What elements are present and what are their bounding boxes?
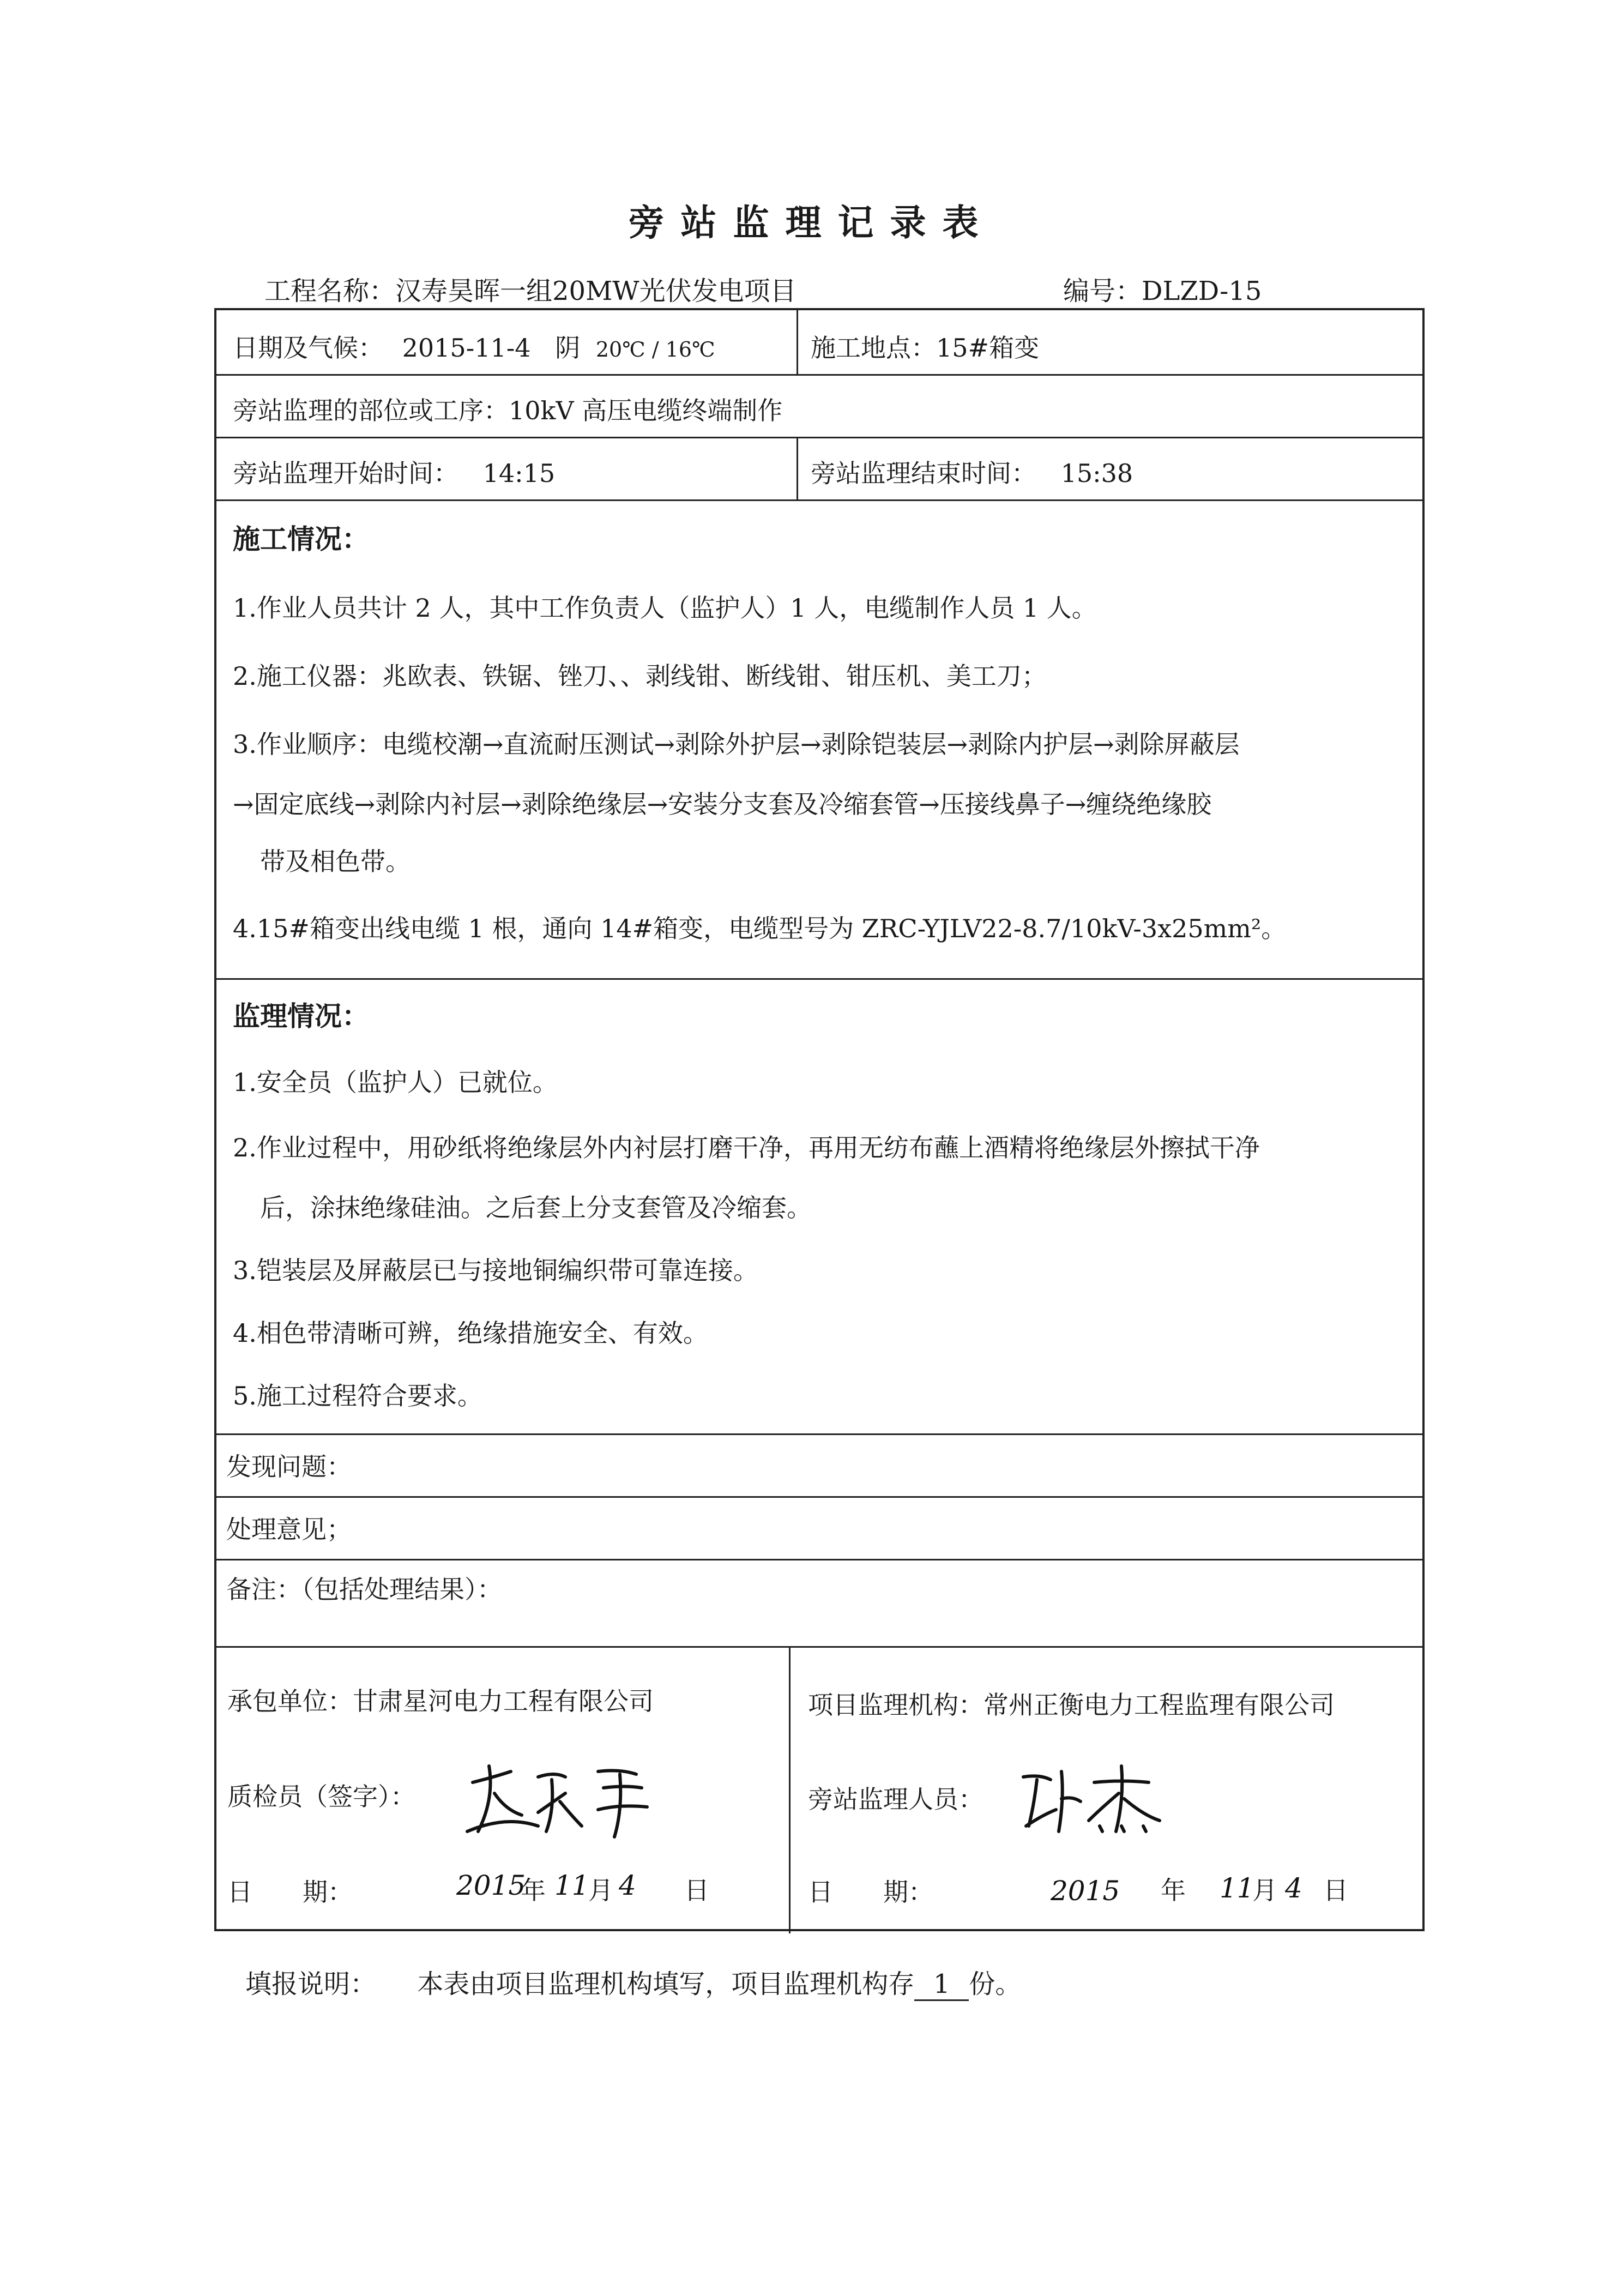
site-label: 施工地点： <box>811 333 936 363</box>
supervisor-nian: 年 <box>1161 1876 1186 1905</box>
supervision-title: 监理情况： <box>233 1000 369 1032</box>
supervisor-date-month: 11 <box>1220 1872 1254 1904</box>
number-value: DLZD-15 <box>1142 276 1262 306</box>
contractor-value: 甘肃星河电力工程有限公司 <box>353 1686 654 1716</box>
contractor-yue: 月 <box>588 1876 613 1905</box>
process-label: 旁站监理的部位或工序： <box>233 396 509 425</box>
supervision-line: 4.相色带清晰可辨，绝缘措施安全、有效。 <box>233 1318 708 1348</box>
divider <box>216 1496 1422 1498</box>
supervisor-date-label: 日 期： <box>808 1877 933 1907</box>
footer-copies: 1 <box>914 1969 969 2001</box>
supervision-line: 3.铠装层及屏蔽层已与接地铜编织带可靠连接。 <box>233 1256 758 1285</box>
divider <box>216 1433 1422 1435</box>
end-time <box>811 454 1133 490</box>
construction-line: 2.施工仪器：兆欧表、铁锯、锉刀、、剥线钳、断线钳、钳压机、美工刀； <box>233 661 1047 691</box>
contractor <box>227 1682 654 1718</box>
supervisor-value: 常州正衡电力工程监理有限公司 <box>984 1690 1335 1720</box>
record-form <box>214 308 1425 1931</box>
inspector-label: 质检员（签字）： <box>227 1782 415 1811</box>
supervisor-ri: 日 <box>1323 1876 1348 1905</box>
remarks-label: 备注：（包括处理结果）： <box>226 1575 502 1604</box>
divider <box>216 1559 1422 1560</box>
inspector-signature <box>456 1750 663 1848</box>
end-value: 15:38 <box>1060 459 1133 488</box>
project-name <box>264 270 797 308</box>
start-value: 14:15 <box>482 459 556 488</box>
supervisor-date-day: 4 <box>1285 1872 1302 1904</box>
construction-line: 带及相色带。 <box>260 847 411 876</box>
supervisor-yue: 月 <box>1252 1876 1277 1905</box>
divider <box>789 1646 791 1933</box>
supervised-process <box>233 391 782 427</box>
contractor-date-label: 日 期： <box>227 1877 353 1907</box>
supervision-line: 1.安全员（监护人）已就位。 <box>233 1068 558 1097</box>
contractor-date-day: 4 <box>619 1870 636 1901</box>
supervisor-signature <box>1012 1750 1176 1837</box>
footer-text-end: 份。 <box>969 1969 1022 1999</box>
contractor-date-year: 2015 <box>456 1870 526 1901</box>
number-label: 编号： <box>1063 276 1142 306</box>
temperature-value: 20℃ / 16℃ <box>595 338 715 361</box>
project-label: 工程名称： <box>264 276 396 306</box>
divider <box>797 310 798 374</box>
project-value: 汉寿昊晖一组20MW光伏发电项目 <box>395 276 797 306</box>
contractor-date-month: 11 <box>554 1870 589 1901</box>
start-label: 旁站监理开始时间： <box>233 459 458 488</box>
construction-site <box>811 328 1039 364</box>
supervision-line: 5.施工过程符合要求。 <box>233 1381 482 1411</box>
problems-label: 发现问题： <box>226 1452 352 1481</box>
contractor-ri: 日 <box>684 1876 709 1905</box>
supervisor-person-label: 旁站监理人员： <box>808 1785 984 1814</box>
divider <box>216 437 1422 438</box>
process-value: 10kV 高压电缆终端制作 <box>509 396 783 425</box>
opinion-label: 处理意见； <box>226 1515 352 1544</box>
supervisor-date-year: 2015 <box>1051 1875 1120 1907</box>
divider <box>216 374 1422 376</box>
site-value: 15#箱变 <box>936 333 1040 363</box>
construction-line: 1.作业人员共计 2 人，其中工作负责人（监护人）1 人，电缆制作人员 1 人。 <box>233 593 1097 623</box>
divider <box>797 437 798 499</box>
page-title: 旁站监理记录表 <box>628 201 995 244</box>
supervisor-org <box>808 1685 1335 1721</box>
divider <box>216 499 1422 501</box>
contractor-label: 承包单位： <box>227 1686 353 1716</box>
document-number <box>1063 270 1262 308</box>
date-weather <box>233 328 715 364</box>
supervision-line: 后，涂抹绝缘硅油。之后套上分支套管及冷缩套。 <box>260 1193 812 1222</box>
footer-label: 填报说明： <box>245 1969 377 1999</box>
construction-line: →固定底线→剥除内衬层→剥除绝缘层→安装分支套及冷缩套管→压接线鼻子→缠绕绝缘胶 <box>233 790 1212 819</box>
date-value: 2015-11-4 <box>402 333 531 363</box>
construction-line: 4.15#箱变出线电缆 1 根，通向 14#箱变，电缆型号为 ZRC-YJLV22-8.7/10kV-3x25mm²。 <box>233 914 1287 943</box>
divider <box>216 978 1422 980</box>
construction-line: 3.作业顺序：电缆校潮→直流耐压测试→剥除外护层→剥除铠装层→剥除内护层→剥除屏蔽层 <box>233 730 1240 759</box>
supervisor-label: 项目监理机构： <box>808 1690 984 1720</box>
end-label: 旁站监理结束时间： <box>811 459 1036 488</box>
start-time <box>233 454 555 490</box>
date-label: 日期及气候： <box>233 333 383 363</box>
contractor-nian: 年 <box>521 1876 546 1905</box>
footer-note <box>245 1963 1021 2001</box>
construction-title: 施工情况： <box>233 523 369 555</box>
supervision-line: 2.作业过程中，用砂纸将绝缘层外内衬层打磨干净，再用无纺布蘸上酒精将绝缘层外擦拭干净 <box>233 1133 1260 1162</box>
divider <box>216 1646 1422 1648</box>
footer-text: 本表由项目监理机构填写，项目监理机构存 <box>417 1969 915 1999</box>
weather-value: 阴 <box>555 333 581 363</box>
